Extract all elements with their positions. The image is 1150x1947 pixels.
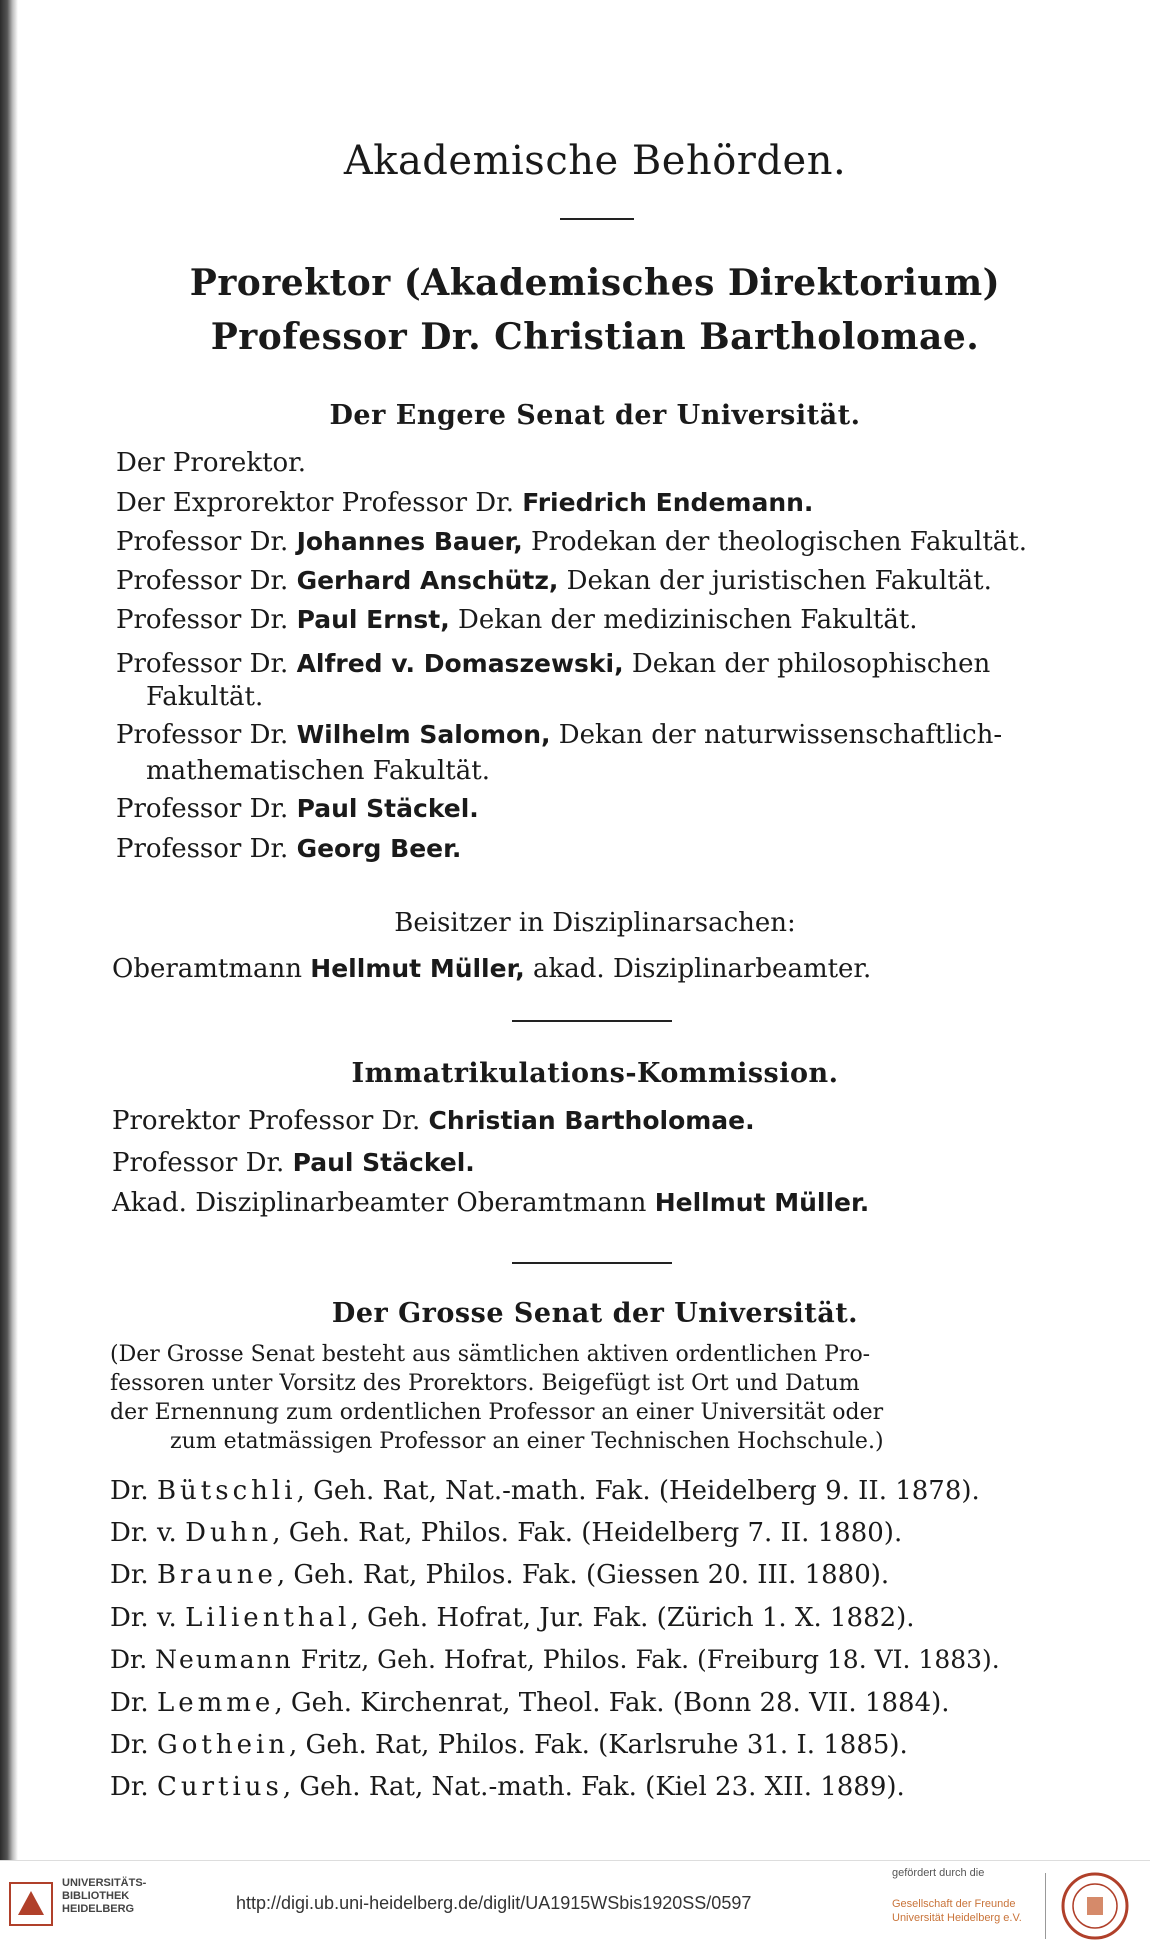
- university-library-logo-icon: [8, 1881, 54, 1927]
- senate-line: Professor Dr. Alfred v. Domaszewski, Dekan der philosophischen: [116, 649, 991, 679]
- senate-line: Professor Dr. Wilhelm Salomon, Dekan der naturwissenschaftlich-: [116, 720, 1003, 750]
- member-line: Dr. v. Duhn, Geh. Rat, Philos. Fak. (Heidelberg 7. II. 1880).: [110, 1518, 903, 1548]
- beisitzer-heading: Beisitzer in Disziplinarsachen:: [394, 908, 796, 938]
- society-name: Gesellschaft der Freunde Universität Heidelberg e.V.: [892, 1898, 1022, 1924]
- beisitzer-line: Oberamtmann Hellmut Müller, akad. Disziplinarbeamter.: [112, 954, 872, 984]
- engerer-senat-heading: Der Engere Senat der Universität.: [329, 400, 861, 431]
- grosser-senat-note: der Ernennung zum ordentlichen Professor an einer Universität oder: [110, 1400, 884, 1425]
- grosser-senat-heading: Der Grosse Senat der Universität.: [331, 1298, 859, 1329]
- footer-bar: [0, 1860, 1150, 1947]
- commission-line: Prorektor Professor Dr. Christian Bartholomae.: [112, 1106, 755, 1136]
- grosser-senat-note: zum etatmässigen Professor an einer Technischen Hochschule.): [170, 1429, 884, 1454]
- immatrikulation-heading: Immatrikulations-Kommission.: [351, 1058, 839, 1089]
- prorektor-name: Professor Dr. Christian Bartholomae.: [210, 316, 980, 358]
- senate-line-continuation: Fakultät.: [146, 682, 264, 712]
- member-line: Dr. Bütschli, Geh. Rat, Nat.-math. Fak. (Heidelberg 9. II. 1878).: [110, 1476, 980, 1506]
- senate-line: Professor Dr. Georg Beer.: [116, 834, 462, 864]
- grosser-senat-note: fessoren unter Vorsitz des Prorektors. Beigefügt ist Ort und Datum: [110, 1371, 860, 1396]
- member-line: Dr. Curtius, Geh. Rat, Nat.-math. Fak. (Kiel 23. XII. 1889).: [110, 1772, 905, 1802]
- member-line: Dr. Gothein, Geh. Rat, Philos. Fak. (Karlsruhe 31. I. 1885).: [110, 1730, 908, 1760]
- grosser-senat-note: (Der Grosse Senat besteht aus sämtlichen aktiven ordentlichen Pro-: [110, 1342, 871, 1367]
- senate-line: Professor Dr. Paul Stäckel.: [116, 794, 479, 824]
- senate-line: Professor Dr. Paul Ernst, Dekan der medizinischen Fakultät.: [116, 605, 918, 635]
- divider: [512, 1262, 672, 1264]
- library-name: UNIVERSITÄTS- BIBLIOTHEK HEIDELBERG: [62, 1877, 147, 1915]
- prorektor-heading: Prorektor (Akademisches Direktorium): [189, 262, 1001, 304]
- divider: [512, 1020, 672, 1022]
- member-line: Dr. v. Lilienthal, Geh. Hofrat, Jur. Fak. (Zürich 1. X. 1882).: [110, 1603, 915, 1633]
- senate-line: Der Prorektor.: [116, 448, 307, 478]
- senate-line: Professor Dr. Johannes Bauer, Prodekan der theologischen Fakultät.: [116, 527, 1028, 557]
- footer-divider: [1045, 1873, 1046, 1939]
- source-url-link[interactable]: http://digi.ub.uni-heidelberg.de/diglit/UA1915WSbis1920SS/0597: [236, 1893, 752, 1913]
- member-line: Dr. Neumann Fritz, Geh. Hofrat, Philos. Fak. (Freiburg 18. VI. 1883).: [110, 1645, 1000, 1674]
- member-line: Dr. Lemme, Geh. Kirchenrat, Theol. Fak. (Bonn 28. VII. 1884).: [110, 1688, 950, 1718]
- university-seal-icon: [1060, 1871, 1130, 1941]
- page-title: Akademische Behörden.: [343, 138, 847, 184]
- commission-line: Professor Dr. Paul Stäckel.: [112, 1148, 475, 1178]
- senate-line-continuation: mathematischen Fakultät.: [146, 756, 490, 786]
- divider: [560, 218, 634, 220]
- member-line: Dr. Braune, Geh. Rat, Philos. Fak. (Giessen 20. III. 1880).: [110, 1560, 890, 1590]
- senate-line: Professor Dr. Gerhard Anschütz, Dekan der juristischen Fakultät.: [116, 566, 992, 596]
- senate-line: Der Exprorektor Professor Dr. Friedrich Endemann.: [116, 488, 814, 518]
- funded-by-label: gefördert durch die: [892, 1867, 985, 1879]
- commission-line: Akad. Disziplinarbeamter Oberamtmann Hellmut Müller.: [112, 1188, 870, 1218]
